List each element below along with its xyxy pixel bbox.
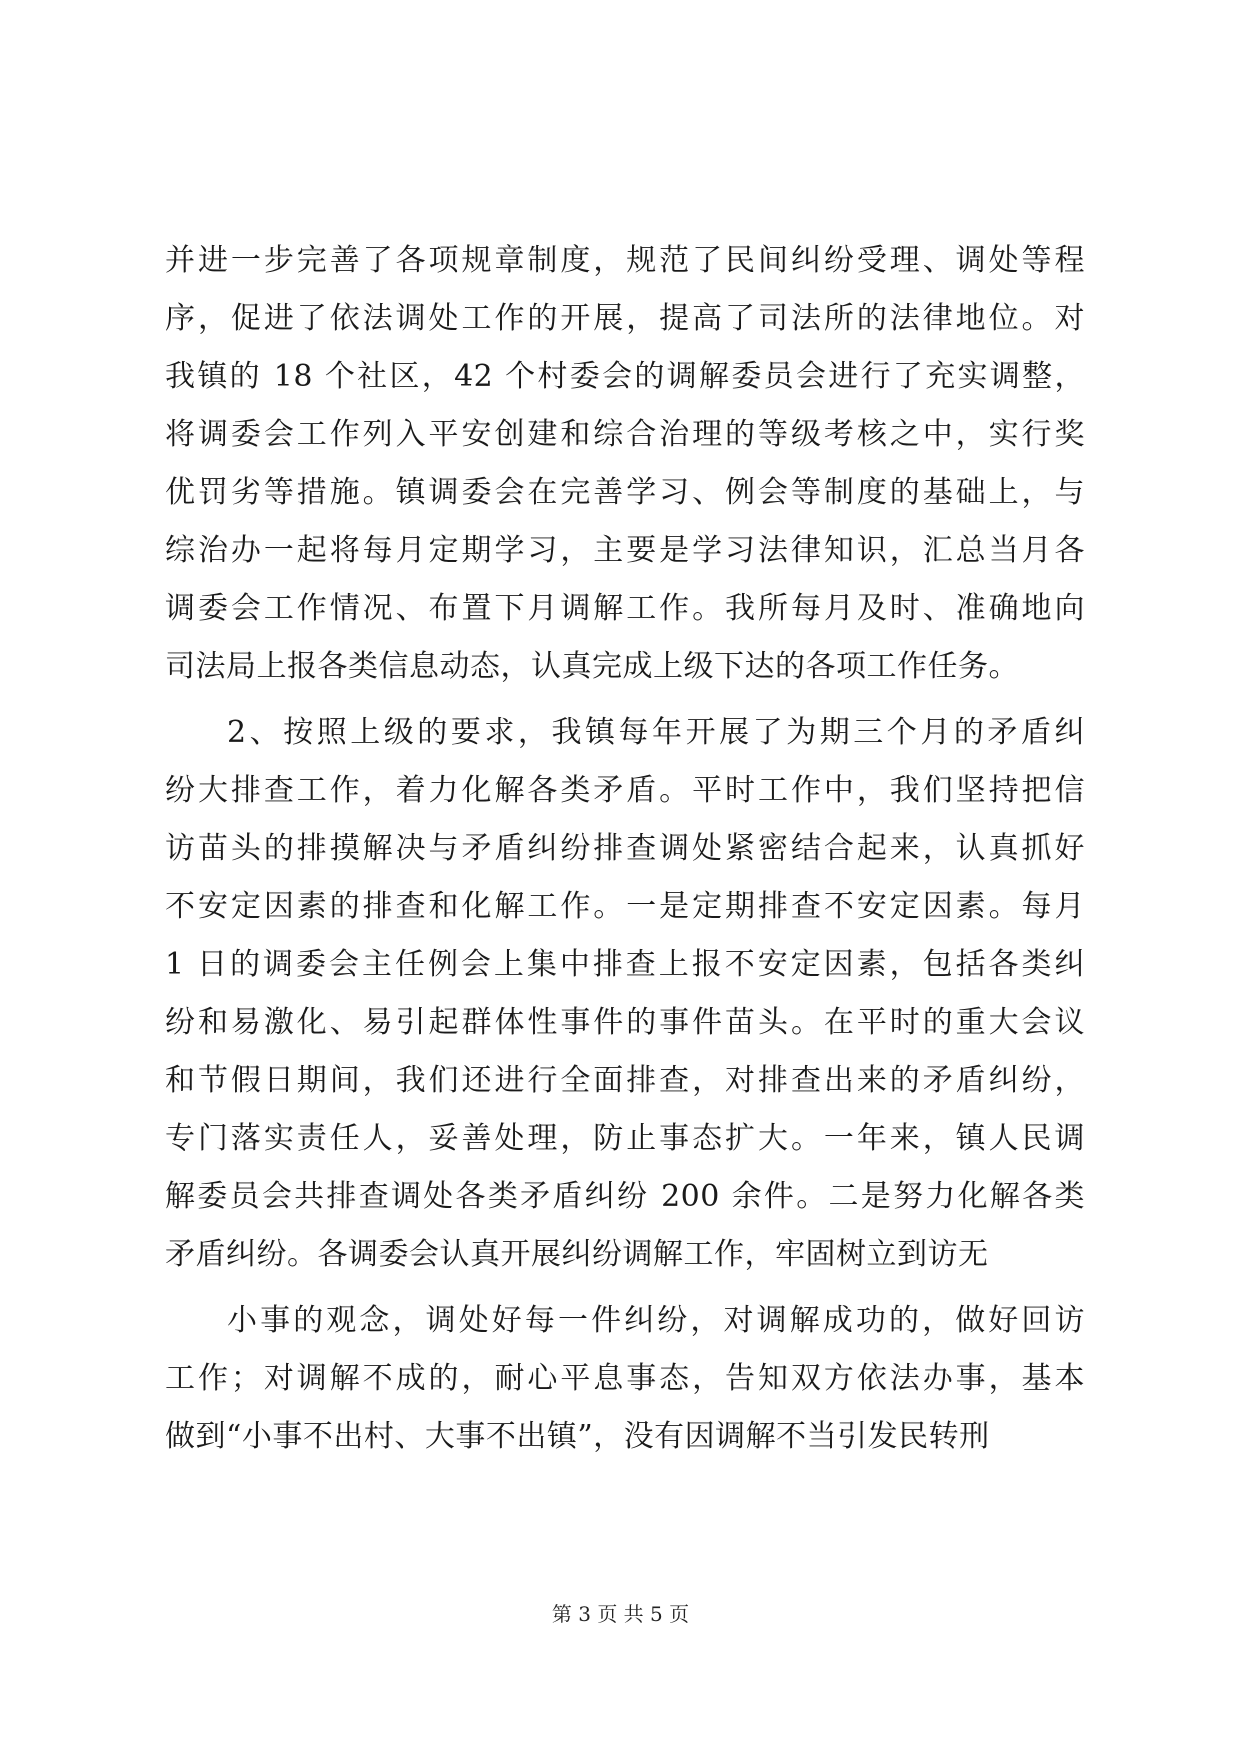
text-line: 序，促进了依法调处工作的开展，提高了司法所的法律地位。对	[165, 301, 1085, 336]
text-line: 不安定因素的排查和化解工作。一是定期排查不安定因素。每月	[165, 889, 1085, 924]
page-number-footer: 第 3 页 共 5 页	[551, 1602, 690, 1626]
text-line: 并进一步完善了各项规章制度，规范了民间纠纷受理、调处等程	[165, 243, 1085, 278]
text-line: 做到“小事不出村、大事不出镇”，没有因调解不当引发民转刑	[165, 1419, 990, 1454]
text-line: 综治办一起将每月定期学习，主要是学习法律知识，汇总当月各	[165, 533, 1085, 568]
text-line: 1 日的调委会主任例会上集中排查上报不安定因素，包括各类纠	[165, 947, 1085, 982]
text-line: 和节假日期间，我们还进行全面排查，对排查出来的矛盾纠纷，	[165, 1063, 1085, 1098]
text-line: 2、按照上级的要求，我镇每年开展了为期三个月的矛盾纠	[227, 715, 1085, 750]
text-line: 纷大排查工作，着力化解各类矛盾。平时工作中，我们坚持把信	[165, 773, 1085, 808]
text-line: 调委会工作情况、布置下月调解工作。我所每月及时、准确地向	[165, 591, 1085, 626]
text-line: 纷和易激化、易引起群体性事件的事件苗头。在平时的重大会议	[165, 1005, 1085, 1040]
text-line: 矛盾纠纷。各调委会认真开展纠纷调解工作，牢固树立到访无	[165, 1237, 989, 1272]
text-line: 工作；对调解不成的，耐心平息事态，告知双方依法办事，基本	[165, 1361, 1085, 1396]
text-line: 访苗头的排摸解决与矛盾纠纷排查调处紧密结合起来，认真抓好	[165, 831, 1085, 866]
text-line: 小事的观念，调处好每一件纠纷，对调解成功的，做好回访	[227, 1303, 1085, 1338]
text-line: 司法局上报各类信息动态，认真完成上级下达的各项工作任务。	[165, 649, 1019, 684]
paragraph-gap	[165, 696, 1085, 704]
text-line: 专门落实责任人，妥善处理，防止事态扩大。一年来，镇人民调	[165, 1121, 1085, 1156]
paragraph	[165, 1292, 1085, 1466]
paragraph-gap	[165, 1284, 1085, 1292]
paragraph	[165, 704, 1085, 1284]
text-line: 优罚劣等措施。镇调委会在完善学习、例会等制度的基础上，与	[165, 475, 1085, 510]
document-body	[165, 232, 1085, 1466]
paragraph	[165, 232, 1085, 696]
text-line: 解委员会共排查调处各类矛盾纠纷 200 余件。二是努力化解各类	[165, 1179, 1085, 1214]
text-line: 将调委会工作列入平安创建和综合治理的等级考核之中，实行奖	[165, 417, 1085, 452]
text-line: 我镇的 18 个社区，42 个村委会的调解委员会进行了充实调整，	[165, 359, 1085, 394]
